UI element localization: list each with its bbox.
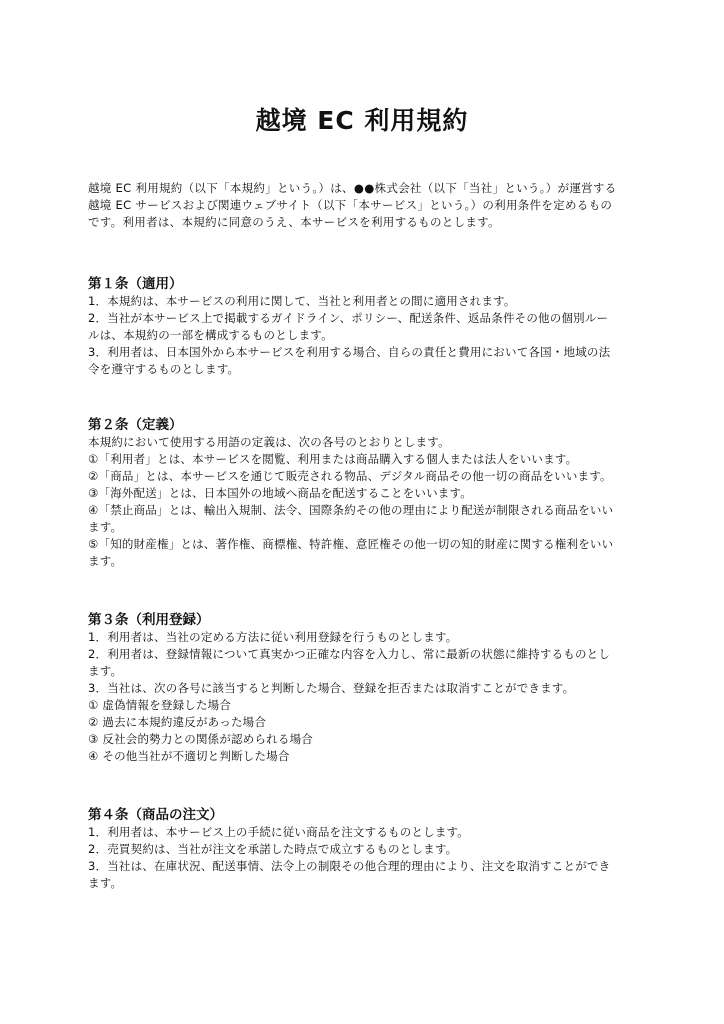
article-clause: 2．当社が本サービス上で掲載するガイドライン、ポリシー、配送条件、返品条件その他の個別ルー ルは、本規約の一部を構成するものとします。 xyxy=(88,311,609,342)
article-clause: ①「利用者」とは、本サービスを閲覧、利用または商品購入する個人または法人をいいます。 xyxy=(88,452,578,466)
article-clause: 1．本規約は、本サービスの利用に関して、当社と利用者との間に適用されます。 xyxy=(88,294,516,308)
article-subclause: ① 虚偽情報を登録した場合 xyxy=(88,698,232,712)
article-heading: 第４条（商品の注文） xyxy=(88,807,223,823)
article-heading: 第２条（定義） xyxy=(88,417,183,433)
article-subclause: ④ その他当社が不適切と判断した場合 xyxy=(88,749,290,763)
article-2 xyxy=(88,416,640,570)
article-subclause: ② 過去に本規約違反があった場合 xyxy=(88,715,267,729)
article-heading: 第１条（適用） xyxy=(88,276,183,292)
article-clause: ③「海外配送」とは、日本国外の地域へ商品を配送することをいいます。 xyxy=(88,486,472,500)
article-clause: 3．利用者は、日本国外から本サービスを利用する場合、自らの責任と費用において各国・地域の法 令を遵守するものとします。 xyxy=(88,345,611,376)
article-clause: 2．利用者は、登録情報について真実かつ正確な内容を入力し、常に最新の状態に維持するものとし ます。 xyxy=(88,647,611,678)
document-title: 越境 EC 利用規約 xyxy=(255,106,469,135)
article-clause: 3．当社は、次の各号に該当すると判断した場合、登録を拒否または取消すことができます。 xyxy=(88,681,575,695)
article-clause: 本規約において使用する用語の定義は、次の各号のとおりとします。 xyxy=(88,435,450,449)
article-clause: ②「商品」とは、本サービスを通じて販売される物品、デジタル商品その他一切の商品をいいます。 xyxy=(88,469,612,483)
article-clause: 1．利用者は、当社の定める方法に従い利用登録を行うものとします。 xyxy=(88,630,458,644)
article-clause: 3．当社は、在庫状況、配送事情、法令上の制限その他合理的理由により、注文を取消すことができ ます。 xyxy=(88,859,611,890)
article-heading: 第３条（利用登録） xyxy=(88,612,210,628)
intro-paragraph: 越境 EC 利用規約（以下「本規約」という。）は、●●株式会社（以下「当社」という。）が運営する 越境 EC サービスおよび関連ウェブサイト（以下「本サービス」という。）の利用条件を定めるもの です。利用者は、本規約に同意のうえ、本サービスを利用するものとします。 xyxy=(88,181,617,229)
article-clause: 1．利用者は、本サービス上の手続に従い商品を注文するものとします。 xyxy=(88,825,469,839)
article-4 xyxy=(88,806,640,892)
article-clause: ⑤「知的財産権」とは、著作権、商標権、特許権、意匠権その他一切の知的財産に関する権利をいい ます。 xyxy=(88,537,614,568)
article-1 xyxy=(88,275,640,378)
article-subclause: ③ 反社会的勢力との関係が認められる場合 xyxy=(88,732,313,746)
article-clause: ④「禁止商品」とは、輸出入規制、法令、国際条約その他の理由により配送が制限される商品をいい ます。 xyxy=(88,503,614,534)
article-3 xyxy=(88,611,640,765)
article-clause: 2．売買契約は、当社が注文を承諾した時点で成立するものとします。 xyxy=(88,842,458,856)
